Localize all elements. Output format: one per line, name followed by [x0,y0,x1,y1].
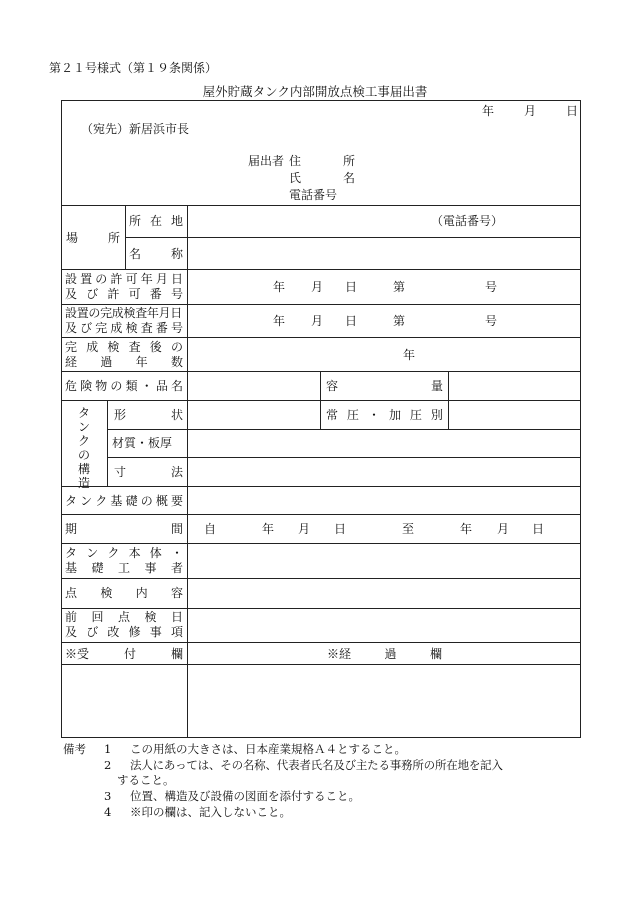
period-to-year: 年 [460,522,473,536]
row-divider [61,608,581,609]
form-title: 屋外貯蔵タンク内部開放点検工事届出書 [202,84,428,99]
row-divider [61,543,581,544]
inspect-year: 年 [273,314,286,328]
permit-year: 年 [273,280,286,294]
prev-inspection-label-1: 前 回 点 検 日 [65,610,183,624]
form-number: 第２１号様式（第１９条関係） [49,61,218,75]
permit-day: 日 [345,280,358,294]
tank-body-label-1: タ ン ク 本 体 ・ [65,546,183,560]
note-text: 法人にあっては、その名称、代表者氏名及び主たる事務所の所在地を記入 [130,758,503,772]
location-label: 所 在 地 [129,214,183,228]
name-label: 氏 名 [289,171,355,185]
col-divider [448,371,449,429]
row-divider [61,486,581,487]
period-to-day: 日 [532,522,545,536]
inspect-day: 日 [345,314,358,328]
permit-no-suffix: 号 [485,280,498,294]
inspect-label-1: 設置の完成検査年月日 [65,306,183,320]
material-label: 材質・板厚 [112,436,173,450]
period-to: 至 [402,522,415,536]
permit-label-1: 設 置 の 許 可 年 月 日 [65,272,183,286]
date-year: 年 [482,104,495,118]
row-divider [61,514,581,515]
row-divider [61,664,581,665]
note-text: すること。 [117,773,175,787]
note-text: 位置、構造及び設備の図面を添付すること。 [130,789,360,803]
row-divider [61,337,581,338]
col-divider [320,371,321,429]
inspect-no-prefix: 第 [393,314,406,328]
foundation-label: タ ン ク 基 礎 の 概 要 [65,494,183,508]
phone-label: 電話番号 [289,188,338,202]
inspect-label-2: 及 び 完 成 検 査 番 号 [65,321,183,335]
row-divider [61,578,581,579]
location-phone: （電話番号） [431,214,504,228]
note-number: 4 [104,805,112,819]
note-number: 2 [104,758,112,772]
progress-label: ※経 過 欄 [327,647,442,661]
elapsed-label-2: 経 過 年 数 [65,355,183,369]
address-label: 住 所 [289,154,355,168]
row-divider [61,269,581,270]
period-to-month: 月 [497,522,510,536]
period-from-year: 年 [262,522,275,536]
place-label: 場 所 [66,231,120,245]
permit-label-2: 及 び 許 可 番 号 [65,287,183,301]
row-divider [61,642,581,643]
period-label: 期 間 [65,522,183,536]
row-divider [61,400,581,401]
notifier-label: 届出者 [248,154,285,168]
row-divider [61,205,581,206]
period-from-day: 日 [334,522,347,536]
note-text: ※印の欄は、記入しないこと。 [130,805,291,819]
row-divider [107,429,581,430]
period-from: 自 [204,522,217,536]
reception-label: ※受 付 欄 [65,647,183,661]
elapsed-label-1: 完 成 検 査 後 の [65,340,183,354]
inspection-content-label: 点 検 内 容 [65,586,183,600]
permit-month: 月 [311,280,324,294]
addressee: （宛先）新居浜市長 [81,122,190,136]
shape-label: 形 状 [114,408,183,422]
col-divider [187,205,188,738]
prev-inspection-label-2: 及 び 改 修 事 項 [65,625,183,639]
row-divider [107,457,581,458]
capacity-label: 容 量 [326,379,443,393]
col-divider [107,400,108,486]
tank-structure-label: タンクの構造 [77,406,90,490]
inspect-no-suffix: 号 [485,314,498,328]
pressure-label: 常 圧 ・ 加 圧 別 [326,408,443,422]
name-row-label: 名 称 [129,247,183,261]
tank-body-label-2: 基 礎 工 事 者 [65,561,183,575]
note-number: 1 [104,742,112,756]
row-divider [125,237,581,238]
period-from-month: 月 [298,522,311,536]
inspect-month: 月 [311,314,324,328]
notes-label: 備考 [63,742,86,756]
col-divider [125,205,126,269]
date-day: 日 [566,104,579,118]
permit-no-prefix: 第 [393,280,406,294]
row-divider [61,371,581,372]
row-divider [61,304,581,305]
hazard-label: 危 険 物 の 類 ・ 品 名 [65,379,183,393]
note-number: 3 [104,789,112,803]
date-month: 月 [524,104,537,118]
note-text: この用紙の大きさは、日本産業規格Ａ４とすること。 [130,742,406,756]
dimensions-label: 寸 法 [114,465,183,479]
elapsed-value: 年 [403,348,416,362]
